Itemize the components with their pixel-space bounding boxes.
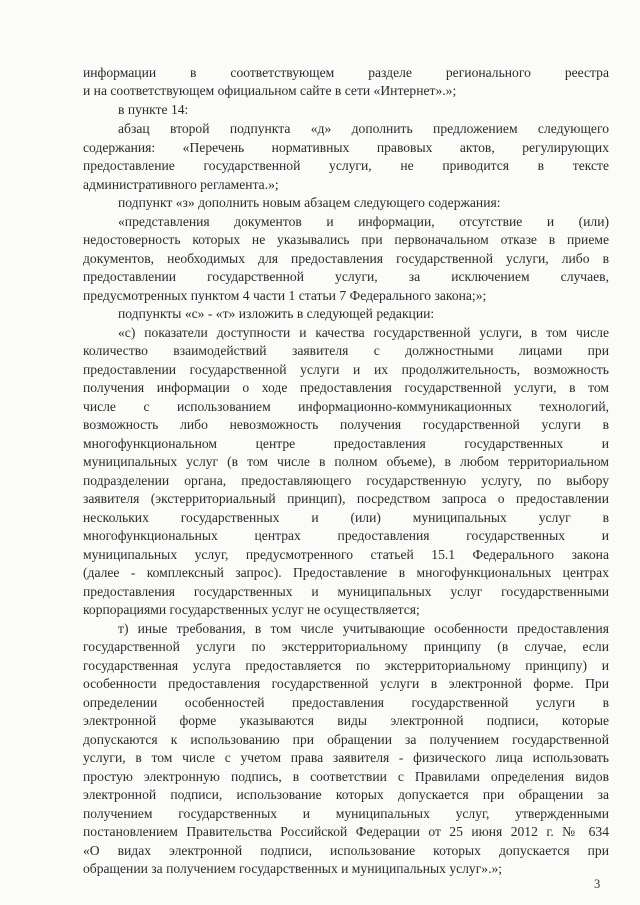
- text-line: т) иные требования, в том числе учитывающие особенности предоставления: [118, 621, 609, 636]
- text-line: подпункт «з» дополнить новым абзацем следующего содержания:: [118, 195, 501, 210]
- text-line: получением государственных и муниципальных услуг, утвержденными: [83, 806, 609, 821]
- text-line: административного регламента.»;: [83, 177, 279, 192]
- text-line: получения информации о ходе предоставления государственной услуги, в том: [83, 380, 609, 395]
- text-line: подразделении органа, предоставляющего государственную услугу, по выбору: [83, 473, 609, 488]
- text-line: особенности предоставления государственной услуги в электронной форме. При: [83, 676, 609, 691]
- text-line: количество взаимодействий заявителя с должностными лицами при: [83, 343, 609, 358]
- text-line: предоставлении государственной услуги и их продолжительность, возможность: [83, 362, 609, 377]
- page-number: 3: [594, 877, 601, 891]
- text-line: заявителя (экстерриториальный принцип), посредством запроса о предоставлении: [83, 491, 609, 506]
- text-line: информации в соответствующем разделе регионального реестра: [83, 65, 609, 80]
- text-line: услуги, в том числе с учетом права заявителя - физического лица использовать: [83, 750, 609, 765]
- text-line: постановлением Правительства Российской Федерации от 25 июня 2012 г. № 634: [83, 824, 609, 839]
- text-line: определении особенностей предоставления государственной услуги в: [83, 695, 609, 710]
- text-line: многофункциональных центрах предоставления государственных и: [83, 528, 609, 543]
- text-line: простую электронную подпись, в соответствии с Правилами определения видов: [83, 769, 609, 784]
- text-line: «с) показатели доступности и качества государственной услуги, в том числе: [118, 325, 609, 340]
- text-line: многофункциональном центре предоставления государственных и: [83, 436, 609, 451]
- text-line: содержания: «Перечень нормативных правовых актов, регулирующих: [83, 140, 609, 155]
- text-line: возможность либо невозможность получения государственной услуги в: [83, 417, 609, 432]
- text-line: нескольких государственных и (или) муниципальных услуг в: [83, 510, 609, 525]
- text-line: допускаются к использованию при обращении за получением государственной: [83, 732, 609, 747]
- text-line: абзац второй подпункта «д» дополнить предложением следующего: [118, 121, 609, 136]
- text-line: предоставление государственной услуги, не приводится в тексте: [83, 158, 609, 173]
- text-line: государственная услуга предоставляется по экстерриториальному принципу) и: [83, 658, 609, 673]
- text-line: государственной услуги по экстерриториальному принципу (в случае, если: [83, 639, 609, 654]
- text-line: (далее - комплексный запрос). Предоставление в многофункциональных центрах: [83, 565, 609, 580]
- text-line: муниципальных услуг (в том числе в полном объеме), в любом территориальном: [83, 454, 609, 469]
- text-line: электронной подписи, использование которых допускается при обращении за: [83, 787, 609, 802]
- text-line: недостоверность которых не указывались при первоначальном отказе в приеме: [83, 232, 609, 247]
- text-line: документов, необходимых для предоставления государственной услуги, либо в: [83, 251, 609, 266]
- text-line: и на соответствующем официальном сайте в сети «Интернет».»;: [83, 83, 457, 98]
- text-line: в пункте 14:: [118, 102, 189, 117]
- text-line: числе с использованием информационно-коммуникационных технологий,: [83, 399, 609, 414]
- text-line: муниципальных услуг, предусмотренного статьей 15.1 Федерального закона: [83, 547, 609, 562]
- text-line: предусмотренных пунктом 4 части 1 статьи 7 Федерального закона;»;: [83, 288, 487, 303]
- text-line: корпорациями государственных услуг не осуществляется;: [83, 602, 420, 617]
- text-line: «представления документов и информации, отсутствие и (или): [118, 214, 609, 229]
- text-line: предоставлении государственной услуги, за исключением случаев,: [83, 269, 609, 284]
- text-line: электронной форме указываются виды электронной подписи, которые: [83, 713, 609, 728]
- text-line: обращении за получением государственных и муниципальных услуг».»;: [83, 861, 503, 876]
- text-line: подпункты «с» - «т» изложить в следующей редакции:: [118, 306, 435, 321]
- text-line: предоставления государственных и муниципальных услуг государственными: [83, 584, 609, 599]
- text-line: «О видах электронной подписи, использование которых допускается при: [83, 843, 609, 858]
